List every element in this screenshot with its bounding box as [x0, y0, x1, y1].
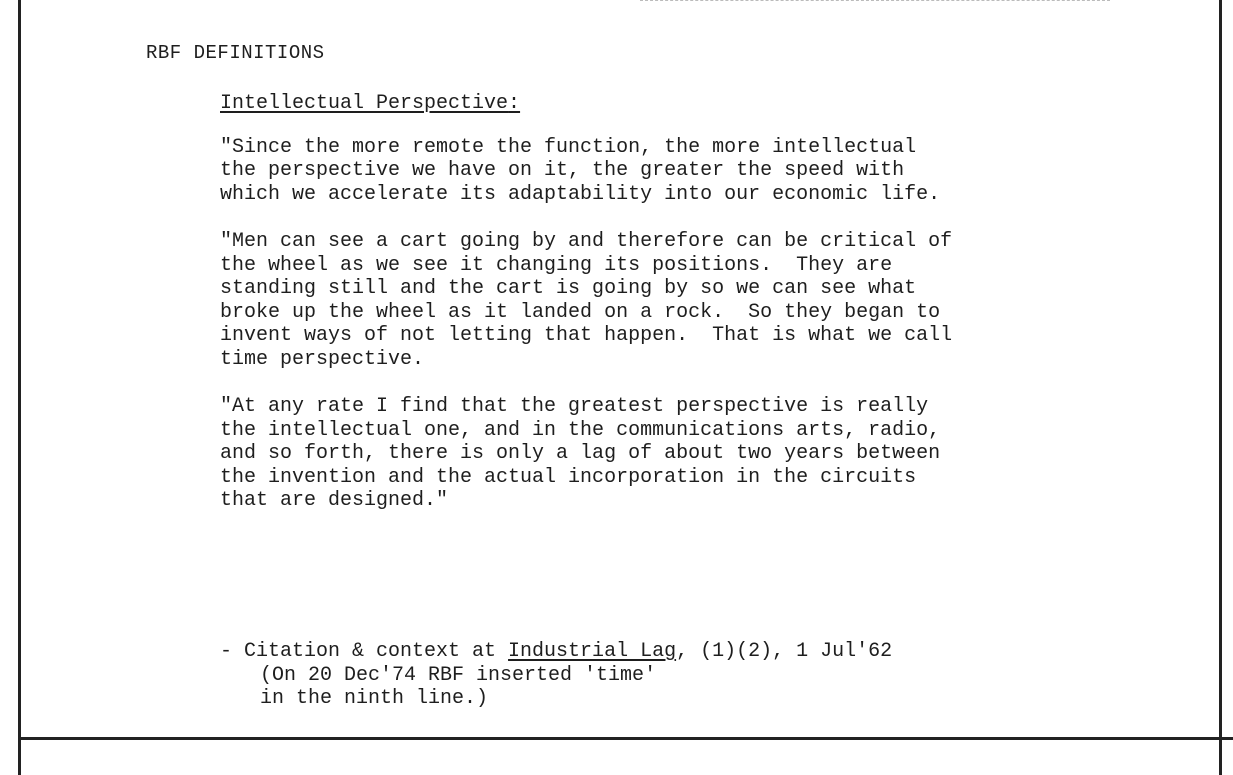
definition-body: [220, 92, 1120, 537]
top-edge-marks: [640, 0, 1110, 3]
citation-note-line: in the ninth line.): [260, 687, 489, 710]
quote-line: the intellectual one, and in the communications arts, radio,: [220, 418, 941, 442]
citation-block: [220, 640, 892, 711]
quote-line: and so forth, there is only a lag of about two years between: [220, 442, 941, 465]
quote-line: the invention and the actual incorporation in the circuits: [220, 465, 917, 489]
quote-line: "At any rate I find that the greatest perspective is really: [220, 395, 929, 418]
citation-suffix: , (1)(2), 1 Jul'62: [676, 640, 893, 663]
citation-prefix: - Citation & context at: [220, 640, 509, 663]
definition-term-text: Intellectual Perspective: [220, 92, 509, 115]
page-heading: RBF DEFINITIONS: [146, 42, 325, 64]
quote-line: the wheel as we see it changing its positions. They are: [220, 253, 893, 277]
quote-paragraph-2: [220, 230, 1120, 371]
quote-line: "Men can see a cart going by and therefore can be critical of: [220, 230, 953, 253]
citation-source-link: Industrial Lag: [508, 640, 677, 663]
bottom-border-line: [18, 737, 1233, 740]
quote-line: "Since the more remote the function, the more intellectual: [220, 135, 917, 159]
quote-line: broke up the wheel as it landed on a rock. So they began to: [220, 300, 941, 324]
quote-line: invent ways of not letting that happen. That is what we call: [220, 324, 953, 347]
quote-paragraph-1: [220, 136, 1120, 207]
quote-line: that are designed.": [220, 489, 449, 512]
quote-line: time perspective.: [220, 347, 425, 371]
quote-line: which we accelerate its adaptability into our economic life.: [220, 182, 941, 206]
citation-line-1: [220, 640, 892, 664]
quote-paragraph-3: [220, 395, 1120, 513]
definition-term-colon: :: [508, 92, 521, 115]
quote-line: standing still and the cart is going by so we can see what: [220, 277, 917, 300]
right-border-line: [1219, 0, 1222, 775]
citation-note-line: (On 20 Dec'74 RBF inserted 'time': [260, 663, 657, 687]
definition-term: [220, 92, 1120, 116]
quote-line: the perspective we have on it, the greater the speed with: [220, 159, 905, 182]
left-border-line: [18, 0, 21, 775]
